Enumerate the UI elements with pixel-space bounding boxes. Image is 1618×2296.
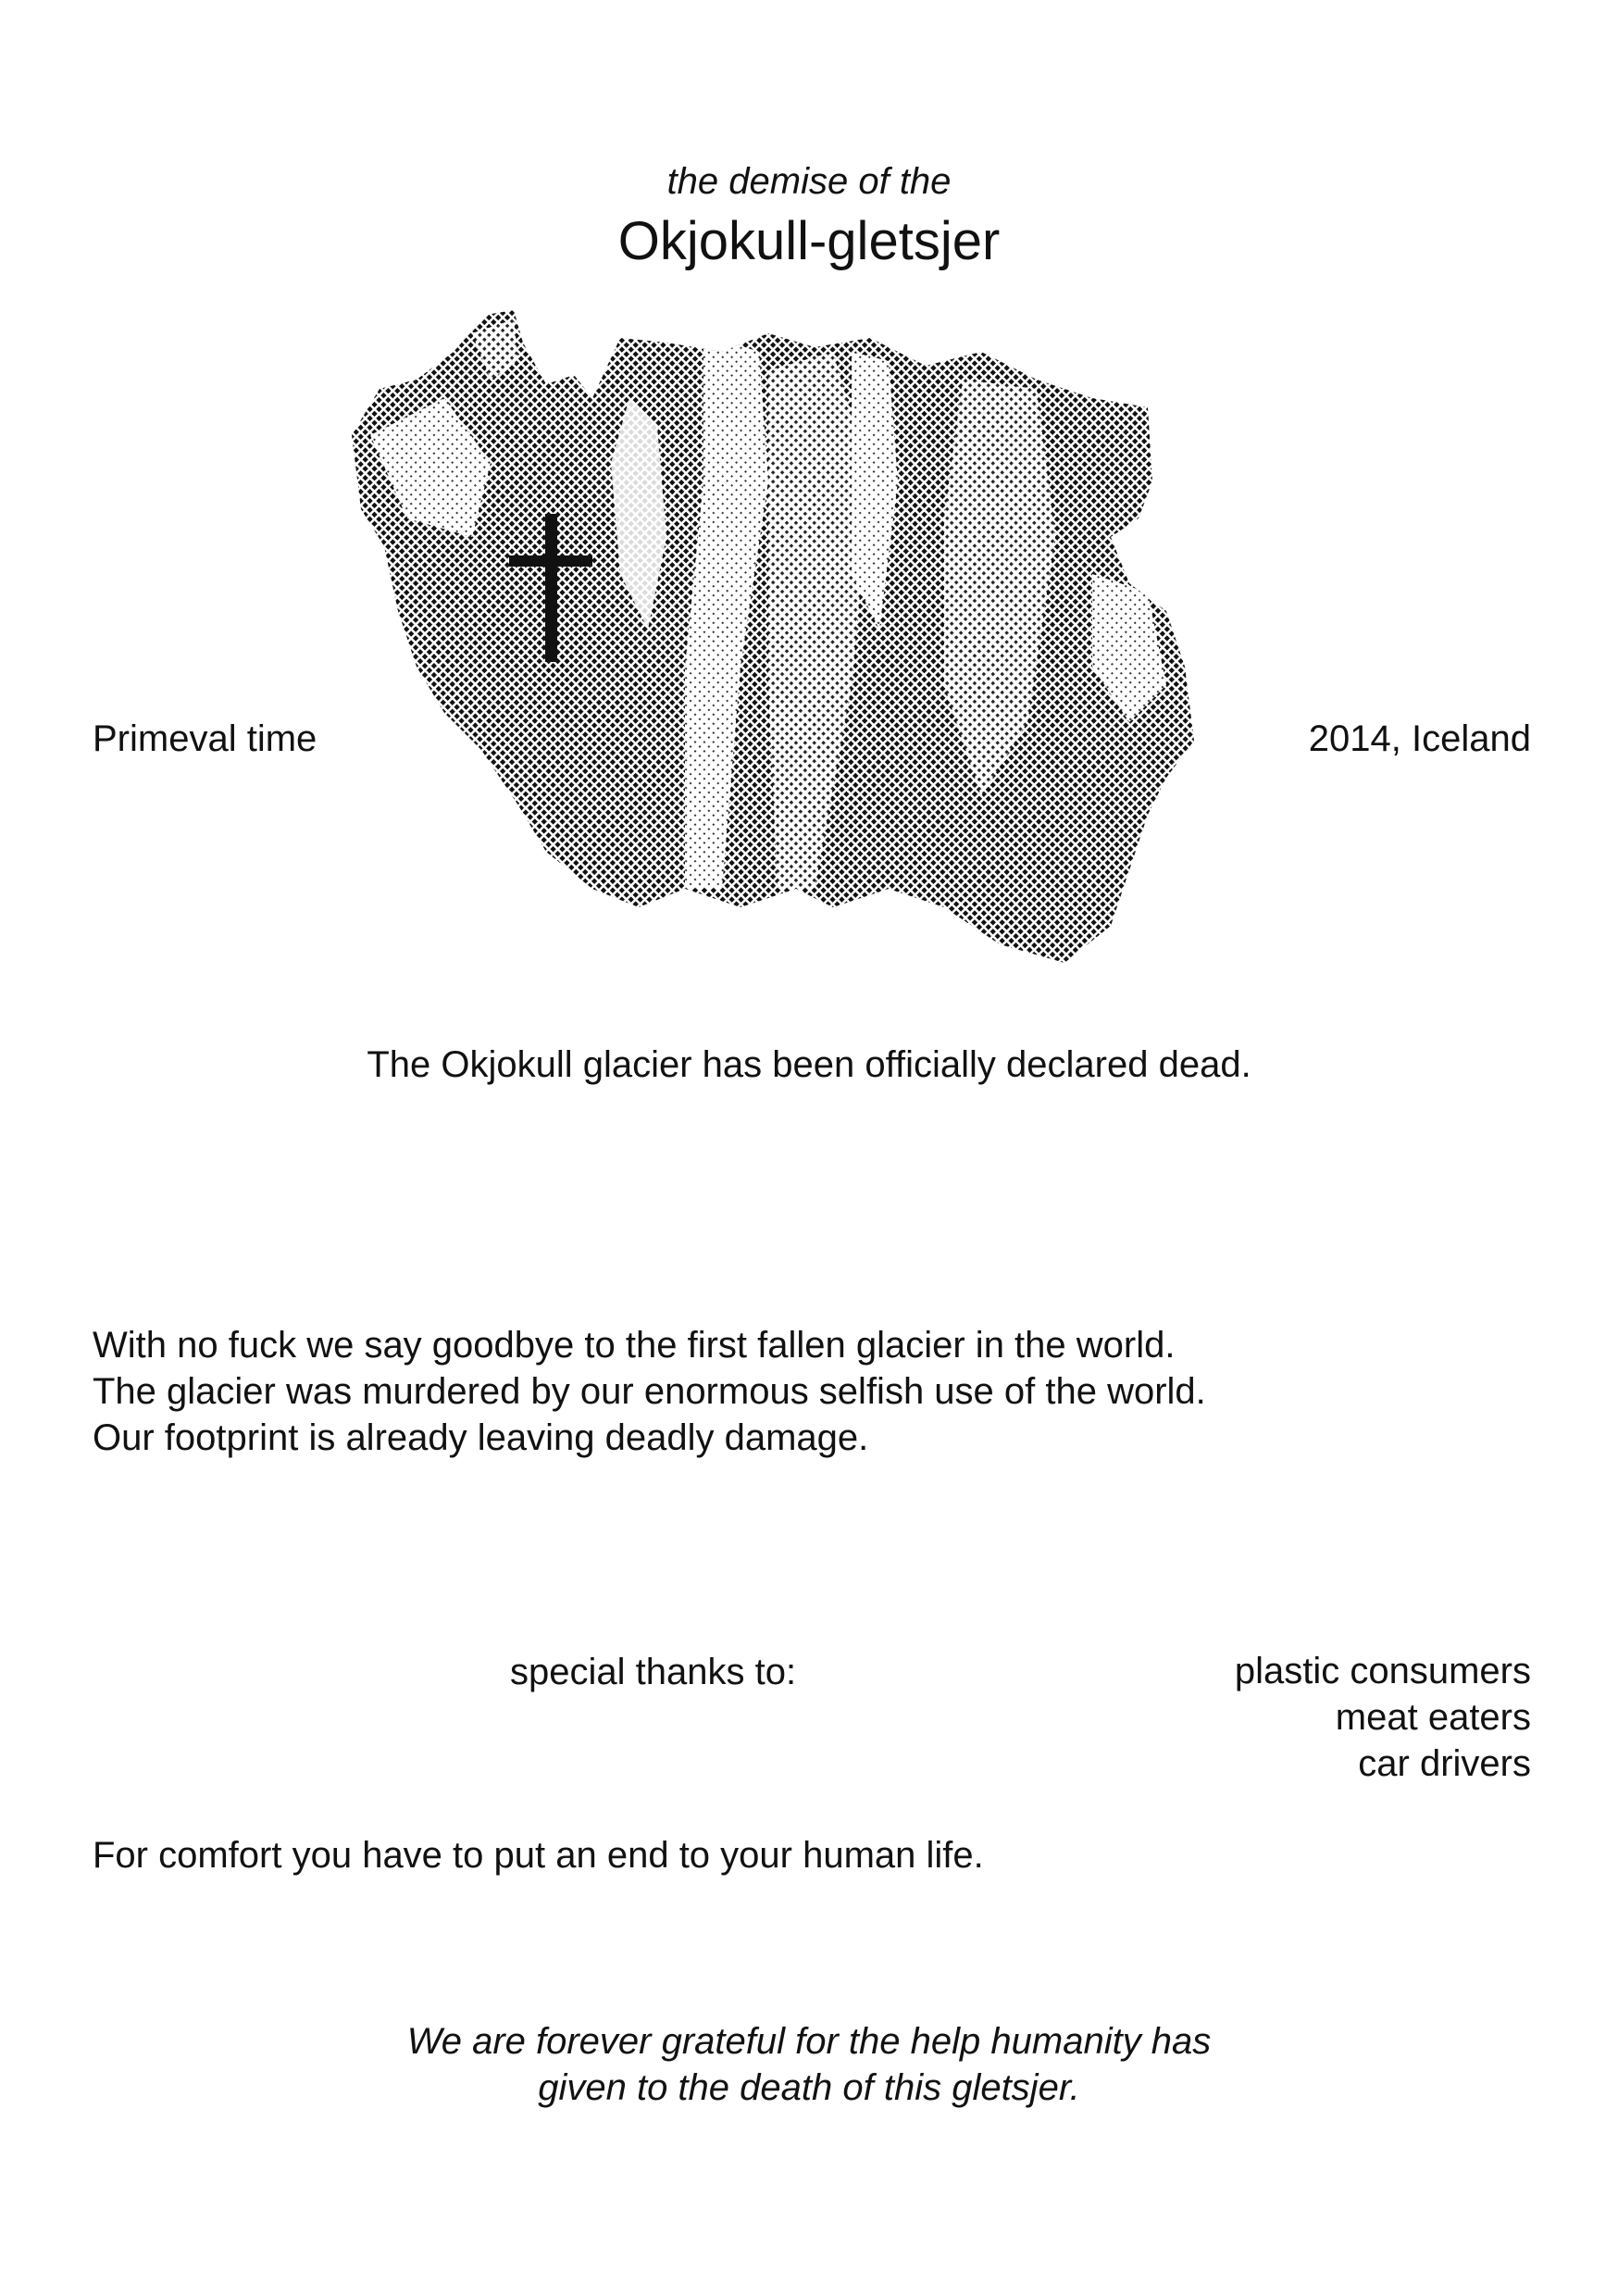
thanks-label: special thanks to: <box>510 1652 797 1692</box>
page-title: Okjokull-gletsjer <box>617 211 1001 271</box>
glacier-halftone-image <box>333 296 1296 1000</box>
subtitle: the demise of the <box>666 161 952 202</box>
closing-line: We are forever grateful for the help humanity has <box>406 2021 1212 2062</box>
thanks-list <box>1235 1648 1531 1787</box>
body-paragraph <box>93 1322 1206 1461</box>
timeline-end-label: 2014, Iceland <box>1308 718 1531 759</box>
thanks-item: plastic consumers <box>1234 1651 1531 1691</box>
comfort-line: For comfort you have to put an end to your human life. <box>93 1835 984 1876</box>
timeline-start-label: Primeval time <box>93 718 317 759</box>
closing-line: given to the death of this gletsjer. <box>538 2067 1080 2108</box>
thanks-item: car drivers <box>1358 1743 1531 1784</box>
body-line: With no fuck we say goodbye to the first fallen glacier in the world. <box>93 1325 1176 1366</box>
body-line: Our footprint is already leaving deadly damage. <box>93 1417 869 1458</box>
thanks-item: meat eaters <box>1335 1697 1531 1738</box>
closing-statement <box>0 2018 1618 2111</box>
body-line: The glacier was murdered by our enormous selfish use of the world. <box>93 1371 1206 1412</box>
announcement: The Okjokull glacier has been officially declared dead. <box>367 1044 1251 1085</box>
